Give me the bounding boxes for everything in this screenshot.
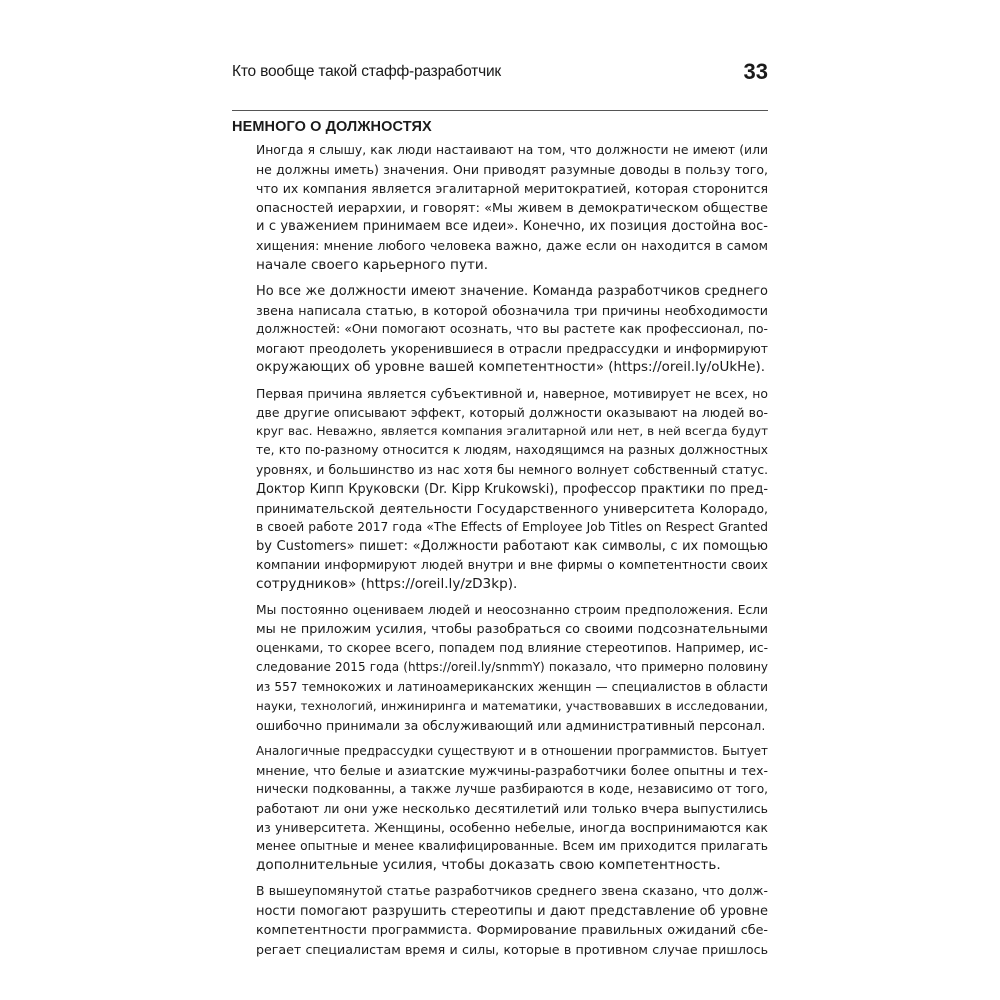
text-line: В вышеупомянутой статье разработчиков среднего звена сказано, что долж- bbox=[256, 884, 768, 899]
text-line: ности помогают разрушить стереотипы и дают представление об уровне bbox=[256, 903, 768, 919]
text-line: оценками, то скорее всего, попадем под влияние стереотипов. Например, ис- bbox=[256, 641, 768, 656]
text-line: звена написала статью, в которой обозначила три причины необходимости bbox=[256, 302, 768, 318]
text-line: Доктор Кипп Круковски (Dr. Kipp Krukowski), профессор практики по пред- bbox=[256, 481, 768, 497]
text-line: из 557 темнокожих и латиноамериканских женщин — специалистов в области bbox=[256, 679, 768, 694]
text-line: нически подкованны, а также лучше разбираются в коде, независимо от того, bbox=[256, 782, 768, 796]
text-line: Мы постоянно оцениваем людей и неосознанно строим предположения. Если bbox=[256, 603, 768, 618]
text-line: следование 2015 года (https://oreil.ly/snmmY) показало, что примерно половину bbox=[256, 660, 768, 675]
running-header bbox=[232, 60, 768, 84]
text-line: могают преодолеть укоренившиеся в отрасли предрассудки и информируют bbox=[256, 340, 768, 356]
text-line: мы не приложим усилия, чтобы разобраться со своими подсознательными bbox=[256, 622, 768, 638]
paragraph bbox=[256, 742, 768, 876]
text-line: сотрудников» (https://oreil.ly/zD3kp). bbox=[256, 576, 518, 593]
text-line: работают ли они уже несколько десятилетий или только вчера выпустились bbox=[256, 801, 768, 817]
paragraph bbox=[256, 141, 768, 275]
text-line: должностей: «Они помогают осознать, что вы растете как профессионал, по- bbox=[256, 321, 768, 336]
text-line: Но все же должности имеют значение. Команда разработчиков среднего bbox=[256, 283, 768, 299]
text-line: by Customers» пишет: «Должности работают как символы, с их помощью bbox=[256, 538, 768, 554]
text-line: круг вас. Неважно, является компания эгалитарной или нет, в ней всегда будут bbox=[256, 424, 768, 439]
text-line: ошибочно принимали за обслуживающий или административный персонал. bbox=[256, 717, 766, 733]
text-line: опасностей иерархии, и говорят: «Мы живем в демократическом обществе bbox=[256, 200, 768, 216]
text-line: дополнительные усилия, чтобы доказать свою компетентность. bbox=[256, 857, 721, 874]
text-line: окружающих об уровне вашей компетентности» (https://oreil.ly/oUkHe). bbox=[256, 360, 766, 376]
text-line: регает специалистам время и силы, которые в противном случае пришлось bbox=[256, 941, 768, 957]
text-line: в своей работе 2017 года «The Effects of Employee Job Titles on Respect Granted bbox=[256, 519, 768, 534]
text-line: менее опытные и менее квалифицированные. Всем им приходится прилагать bbox=[256, 839, 768, 854]
text-line: мнение, что белые и азиатские мужчины-разработчики более опытны и тех- bbox=[256, 762, 768, 778]
text-line: Первая причина является субъективной и, наверное, мотивирует не всех, но bbox=[256, 386, 768, 402]
page-number: 33 bbox=[743, 59, 768, 84]
paragraph bbox=[256, 882, 768, 958]
text-line: из университета. Женщины, особенно небелые, иногда воспринимаются как bbox=[256, 820, 768, 836]
text-line: уровнях, и большинство из нас хотя бы немного волнует собственный статус. bbox=[256, 462, 768, 477]
paragraph bbox=[256, 282, 768, 377]
text-line: две другие описывают эффект, который должности оказывают на людей во- bbox=[256, 405, 768, 421]
text-line: компетентности программиста. Формирование правильных ожиданий сбе- bbox=[256, 922, 768, 938]
section-heading: НЕМНОГО О ДОЛЖНОСТЯХ bbox=[232, 119, 432, 135]
body-text bbox=[256, 141, 768, 966]
text-line: хищения: мнение любого человека важно, даже если он находится в самом bbox=[256, 238, 768, 254]
running-title: Кто вообще такой стафф-разработчик bbox=[232, 63, 501, 80]
paragraph bbox=[256, 601, 768, 735]
book-page bbox=[232, 59, 768, 957]
text-line: не должны иметь) значения. Они приводят разумные доводы в пользу того, bbox=[256, 162, 768, 178]
text-line: что их компания является эгалитарной меритократией, которая сторонится bbox=[256, 181, 768, 197]
text-line: компании информируют людей внутри и вне фирмы о компетентности своих bbox=[256, 557, 768, 572]
text-line: принимательской деятельности Государственного университета Колорадо, bbox=[256, 500, 768, 516]
text-line: и с уважением принимаем все идеи». Конечно, их позиция достойна вос- bbox=[256, 219, 768, 235]
paragraph bbox=[256, 384, 768, 594]
text-line: те, кто по-разному относится к людям, находящимся на разных должностных bbox=[256, 443, 768, 458]
text-line: начале своего карьерного пути. bbox=[256, 256, 489, 273]
text-line: Аналогичные предрассудки существуют и в отношении программистов. Бытует bbox=[256, 743, 768, 758]
text-line: науки, технологий, инжиниринга и математики, участвовавших в исследовании, bbox=[256, 698, 768, 713]
header-rule bbox=[232, 110, 768, 111]
text-line: Иногда я слышу, как люди настаивают на том, что должности не имеют (или bbox=[256, 143, 768, 157]
